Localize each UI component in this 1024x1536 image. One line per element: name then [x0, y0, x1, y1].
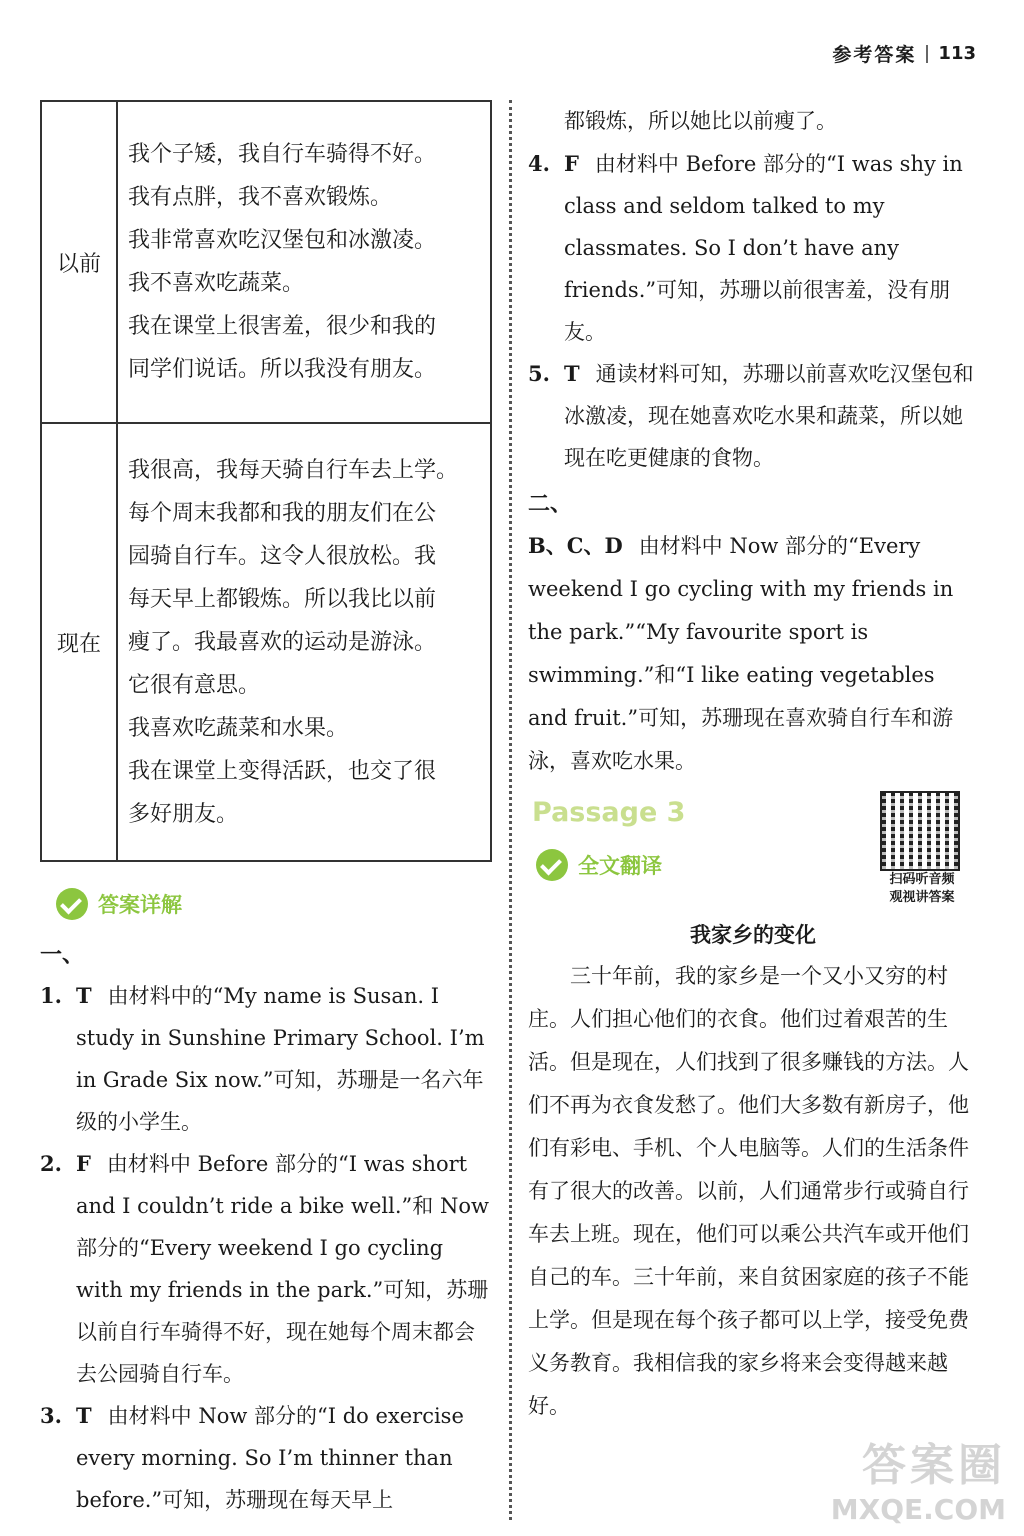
story-title: 我家乡的变化 [690, 923, 816, 947]
continuation-text: 都锻炼，所以她比以前瘦了。 [564, 109, 837, 133]
row-label-now: 现在 [41, 423, 117, 861]
table-line: 我在课堂上很害羞，很少和我的 [128, 314, 437, 339]
comparison-table [40, 100, 492, 862]
watermark-small: MXQE.COM [830, 1493, 1006, 1526]
item-number: 1. [40, 983, 62, 1008]
table-line: 我喜欢吃蔬菜和水果。 [128, 715, 349, 741]
item-tf: F [564, 151, 579, 176]
table-line: 我个子矮，我自行车骑得不好。 [128, 142, 437, 167]
row-label-before: 以前 [41, 101, 117, 423]
item-number: 5. [528, 361, 550, 386]
table-line: 我很高，我每天骑自行车去上学。 [128, 457, 459, 483]
table-line: 我有点胖，我不喜欢锻炼。 [128, 185, 393, 210]
item-text: 由材料中 Before 部分的“I was short and I couldn’t ride a bike well.”和 Now 部分的“Every weekend I go cycling with my friends in the park.”可知，苏珊以前自行车骑得不好，现在她每个周末都会去公园骑自行车。 [76, 1152, 489, 1386]
item-text: 通读材料可知，苏珊以前喜欢吃汉堡包和冰激凌，现在她喜欢吃水果和蔬菜，所以她现在吃更健康的食物。 [564, 362, 974, 470]
passage-header [528, 789, 978, 919]
qr-caption [874, 871, 970, 907]
qr-caption-line1: 扫码听音频 [889, 872, 955, 887]
item-number: 4. [528, 151, 550, 176]
watermark-big: 答案圈 [862, 1440, 1006, 1491]
table-line: 同学们说话。所以我没有朋友。 [128, 357, 437, 382]
part1-heading: 一、 [40, 942, 85, 968]
item-tf: T [76, 983, 92, 1008]
item-tf: F [76, 1151, 91, 1176]
check-icon [56, 888, 88, 920]
item-number: 3. [40, 1403, 62, 1428]
watermark-logo [831, 1429, 1006, 1526]
item-text: 由材料中 Before 部分的“I was shy in class and seldom talked to my classmates. So I don’t have any friends.”可知，苏珊以前很害羞，没有朋友。 [564, 152, 963, 344]
header-separator [926, 45, 928, 63]
answer-item-5 [528, 353, 978, 479]
table-line: 我非常喜欢吃汉堡包和冰激凌。 [128, 228, 437, 253]
table-line: 我在课堂上变得活跃，也交了很 [128, 758, 437, 784]
left-column [40, 100, 492, 1521]
answer-item-2 [40, 1143, 492, 1395]
qr-caption-line2: 观视讲答案 [889, 890, 955, 905]
page-header [832, 40, 976, 67]
part2-heading: 二、 [528, 491, 573, 517]
part2-text: 由材料中 Now 部分的“Every weekend I go cycling with my friends in the park.”“My favourite sport is swimming.”和“I like eating vegetables and fruit.”可知，苏珊现在喜欢骑自行车和游泳，喜欢吃水果。 [528, 534, 954, 773]
table-line: 瘦了。我最喜欢的运动是游泳。 [128, 629, 437, 655]
translation-title: 全文翻译 [578, 854, 662, 878]
item-text: 由材料中的“My name is Susan. I study in Sunshine Primary School. I’m in Grade Six now.”可知，苏珊是一名六年级的小学生。 [76, 984, 485, 1134]
qr-code-icon[interactable] [880, 791, 960, 871]
section-title: 参考答案 [832, 44, 917, 66]
story-text: 三十年前，我的家乡是一个又小又穷的村庄。人们担心他们的衣食。他们过着艰苦的生活。但是现在，人们找到了很多赚钱的方法。人们不再为衣食发愁了。他们大多数有新房子，他们有彩电、手机、个人电脑等。人们的生活条件有了很大的改善。以前，人们通常步行或骑自行车去上班。现在，他们可以乘公共汽车或开他们自己的车。三十年前，来自贫困家庭的孩子不能上学。但是现在每个孩子都可以上学，接受免费义务教育。我相信我的家乡将来会变得越来越好。 [528, 964, 969, 1418]
table-line: 每个周末我都和我的朋友们在公 [128, 500, 437, 526]
check-icon [536, 849, 568, 881]
table-row-before [41, 101, 491, 423]
table-line: 园骑自行车。这令人很放松。我 [128, 543, 437, 569]
table-line: 每天早上都锻炼。所以我比以前 [128, 586, 437, 612]
passage-title: Passage 3 [532, 797, 686, 828]
table-line: 多好朋友。 [128, 801, 239, 827]
item-tf: T [76, 1403, 92, 1428]
item-text: 由材料中 Now 部分的“I do exercise every morning. So I’m thinner than before.”可知，苏珊现在每天早上 [76, 1404, 464, 1512]
answer-item-1 [40, 975, 492, 1143]
table-line: 我不喜欢吃蔬菜。 [128, 271, 305, 296]
right-column [528, 100, 978, 1428]
translation-header [536, 849, 662, 881]
item-number: 2. [40, 1151, 62, 1176]
answer-item-3 [40, 1395, 492, 1521]
part2-answer [528, 524, 978, 783]
row-content-before [117, 101, 491, 423]
answer-item-4 [528, 143, 978, 353]
column-divider [509, 100, 512, 1520]
item-tf: T [564, 361, 580, 386]
page-number: 113 [938, 43, 976, 64]
part2-answer-letters: B、C、D [528, 533, 623, 558]
table-row-now [41, 423, 491, 861]
row-content-now [117, 423, 491, 861]
answer-section-header [56, 888, 492, 920]
answer-section-title: 答案详解 [98, 893, 182, 917]
table-line: 它很有意思。 [128, 672, 261, 698]
